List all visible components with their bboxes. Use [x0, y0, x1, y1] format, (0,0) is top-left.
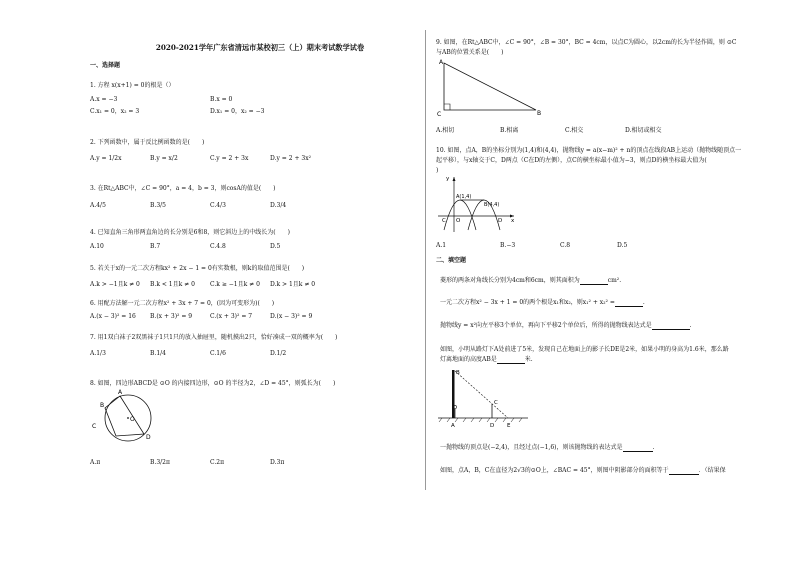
- q10-label-a: A(1,4): [456, 194, 472, 200]
- q1-option-c: C.x₁ = 0，x₂ = 3: [90, 108, 140, 115]
- question-10-stem-line1: 10. 如图，点A，B的坐标分别为(1,4)和(4,4)，抛物线y = a(x−m)² + n的顶点在线段AB上运动（抛物线随顶点一: [436, 147, 742, 154]
- q7-option-d: D.1/2: [270, 350, 287, 357]
- fill-2-blank: [615, 300, 643, 307]
- q9-label-b: B: [537, 110, 542, 117]
- q4-option-d: D.5: [270, 243, 281, 250]
- question-7-stem: 7. 用1双白袜子2双黑袜子1只1只的放入抽屉里，随机摸出2只，恰好凑成一双的概率为( ): [90, 334, 338, 341]
- q10-option-d: D.5: [617, 242, 628, 249]
- q2-option-c: C.y = 2 + 3x: [210, 155, 249, 162]
- q8-label-b: B: [100, 402, 105, 409]
- q9-label-a: A: [439, 59, 444, 66]
- q10-label-x: x: [511, 218, 515, 224]
- fill-1: [440, 276, 621, 285]
- q9-option-d: D.相切或相交: [625, 127, 662, 134]
- q4-option-a: A.10: [90, 243, 104, 250]
- fill-3-blank: [652, 323, 690, 330]
- fill-3: [440, 321, 692, 330]
- lamp-label-b: B: [456, 370, 460, 376]
- q4-option-b: B.7: [150, 243, 161, 250]
- fill-5-text: 一抛物线的顶点是(−2,4)，且经过点(−1,6)，则该抛物线的表达式是: [440, 444, 623, 451]
- q10-option-a: A.1: [436, 242, 447, 249]
- lamp-shadow-figure: [436, 366, 532, 428]
- q9-option-c: C.相交: [565, 127, 584, 134]
- fill-2-text: 一元二次方程x² − 3x + 1 = 0的两个根是x₁和x₂，则x₁² + x₂² =: [440, 299, 615, 306]
- q3-option-c: C.4/3: [210, 202, 226, 209]
- section-fill-heading: 二、填空题: [436, 257, 467, 264]
- question-6-stem: 6. 用配方法解一元二次方程x² + 3x + 7 = 0，(因为可变形为)( ): [90, 300, 275, 307]
- q5-option-b: B.k < 1且k ≠ 0: [150, 281, 195, 288]
- question-10-stem-line3: ): [436, 167, 439, 174]
- q10-option-c: C.8: [560, 242, 571, 249]
- fill-3-suffix: .: [689, 322, 692, 329]
- q7-option-b: B.1/4: [150, 350, 166, 357]
- question-4-stem: 4. 已知直角三角形两直角边的长分别是6和8，则它斜边上的中线长为( ): [90, 229, 290, 236]
- q6-option-c: C.(x + 3)² = 7: [210, 313, 253, 320]
- q2-option-a: A.y = 1/2x: [90, 155, 122, 162]
- question-5-stem: 5. 若关于x的一元二次方程kx² + 2x − 1 = 0有实数根，则k的取值范围是( ): [90, 265, 305, 272]
- q10-label-o: O: [456, 218, 461, 224]
- q2-option-b: B.y = x/2: [150, 155, 178, 162]
- q6-option-d: D.(x − 3)² = 9: [270, 313, 313, 320]
- q5-option-d: D.k > 1且k ≠ 0: [270, 281, 316, 288]
- q5-option-c: C.k ≥ −1且k ≠ 0: [210, 281, 260, 288]
- question-1-stem: 1. 方程 x(x+1) = 0的根是（）: [90, 82, 175, 89]
- column-divider: [425, 30, 426, 490]
- fill-1-blank: [580, 278, 608, 285]
- lamp-label-c: C: [494, 400, 498, 406]
- question-9-stem-line2: 与AB的位置关系是( ): [436, 49, 504, 56]
- q8-option-b: B.3/2π: [150, 459, 170, 466]
- q8-option-a: A.π: [90, 459, 101, 466]
- fill-6: [440, 466, 726, 475]
- q7-option-a: A.1/3: [90, 350, 106, 357]
- lamp-label-a: A: [451, 423, 455, 428]
- q3-option-b: B.3/5: [150, 202, 166, 209]
- q6-option-a: A.(x − 3)² = 16: [90, 313, 136, 320]
- q3-option-d: D.3/4: [270, 202, 287, 209]
- q1-option-a: A.x = −3: [90, 96, 118, 103]
- question-10-stem-line2: 起平移），与x轴交于C，D两点（C在D的左侧），点C的横坐标最小值为−3，则点D的横坐标最大值为(: [436, 157, 707, 164]
- q7-option-c: C.1/6: [210, 350, 226, 357]
- q8-option-d: D.3π: [270, 459, 285, 466]
- q4-option-c: C.4.8: [210, 243, 226, 250]
- question-3-stem: 3. 在Rt△ABC中，∠C = 90°，a = 4，b = 3，则cosA的值是( ): [90, 185, 276, 192]
- q8-label-o: O: [130, 416, 135, 423]
- q8-circle-figure: [88, 388, 168, 446]
- fill-6-blank: [669, 468, 699, 475]
- q10-label-y: y: [446, 176, 450, 182]
- question-8-stem: 8. 如图，四边形ABCD是 ⊙O 的内接四边形，⊙O 的半径为2，∠D = 45°，则弧长为( ): [90, 380, 336, 387]
- fill-4-text2: 灯离地面的高度AB是: [440, 356, 497, 363]
- lamp-label-d: D: [490, 423, 495, 428]
- q10-label-c: C: [442, 218, 446, 224]
- q10-label-d: D: [498, 218, 503, 224]
- q9-option-a: A.相切: [436, 127, 455, 134]
- fill-4-blank: [497, 357, 525, 364]
- fill-3-text: 抛物线y = x²向左平移3个单位，再向下平移2个单位后，所得的抛物线表达式是: [440, 322, 652, 329]
- q10-label-b: B(4,4): [484, 202, 500, 208]
- q1-option-d: D.x₁ = 0，x₂ = −3: [210, 108, 265, 115]
- q8-label-a: A: [118, 389, 123, 396]
- q10-option-b: B.−3: [500, 242, 516, 249]
- section-choice-heading: 一、选择题: [90, 62, 121, 69]
- question-2-stem: 2. 下列函数中，属于反比例函数的是( ): [90, 139, 205, 146]
- lamp-label-e: E: [507, 423, 511, 428]
- q9-triangle-figure: [436, 58, 546, 118]
- q1-option-b: B.x = 0: [210, 96, 233, 103]
- q3-option-a: A.4/5: [90, 202, 106, 209]
- fill-5-blank: [623, 445, 653, 452]
- fill-6-text: 如图，点A，B，C在直径为2√3的⊙O上，∠BAC = 45°，则图中阴影部分的面积等于: [440, 467, 669, 474]
- fill-4-line1: 如图，小明从路灯下A处前进了5米，发现自己在地面上的影子长DE是2米，如果小明的身高为1.6米，那么路: [440, 346, 729, 353]
- fill-1-text: 菱形的两条对角线长分别为4cm和6cm，则其面积为: [440, 277, 580, 284]
- q9-label-c: C: [437, 111, 442, 118]
- q5-option-a: A.k > −1且k ≠ 0: [90, 281, 140, 288]
- exam-title: 2020-2021学年广东省清远市某校初三（上）期末考试数学试卷: [155, 43, 365, 52]
- q6-option-b: B.(x + 3)² = 9: [150, 313, 193, 320]
- fill-2: [440, 298, 645, 307]
- fill-6-suffix: ．（结果保: [698, 467, 726, 474]
- q8-label-c: C: [92, 423, 97, 430]
- q9-option-b: B.相离: [500, 127, 519, 134]
- q10-parabola-figure: [436, 174, 518, 234]
- fill-4-suffix: 米.: [524, 356, 533, 363]
- fill-4-line2: [440, 355, 533, 364]
- fill-2-suffix: .: [642, 299, 645, 306]
- q8-label-d: D: [146, 434, 151, 441]
- fill-5-suffix: .: [652, 444, 655, 451]
- q2-option-d: D.y = 2 + 3x²: [270, 155, 312, 162]
- fill-5: [440, 443, 654, 452]
- fill-1-suffix: cm².: [607, 277, 622, 284]
- question-9-stem-line1: 9. 如图，在Rt△ABC中，∠C = 90°，∠B = 30°，BC = 4cm，以点C为圆心，以2cm的长为半径作圆，则 ⊙C: [436, 39, 737, 46]
- q8-option-c: C.2π: [210, 459, 225, 466]
